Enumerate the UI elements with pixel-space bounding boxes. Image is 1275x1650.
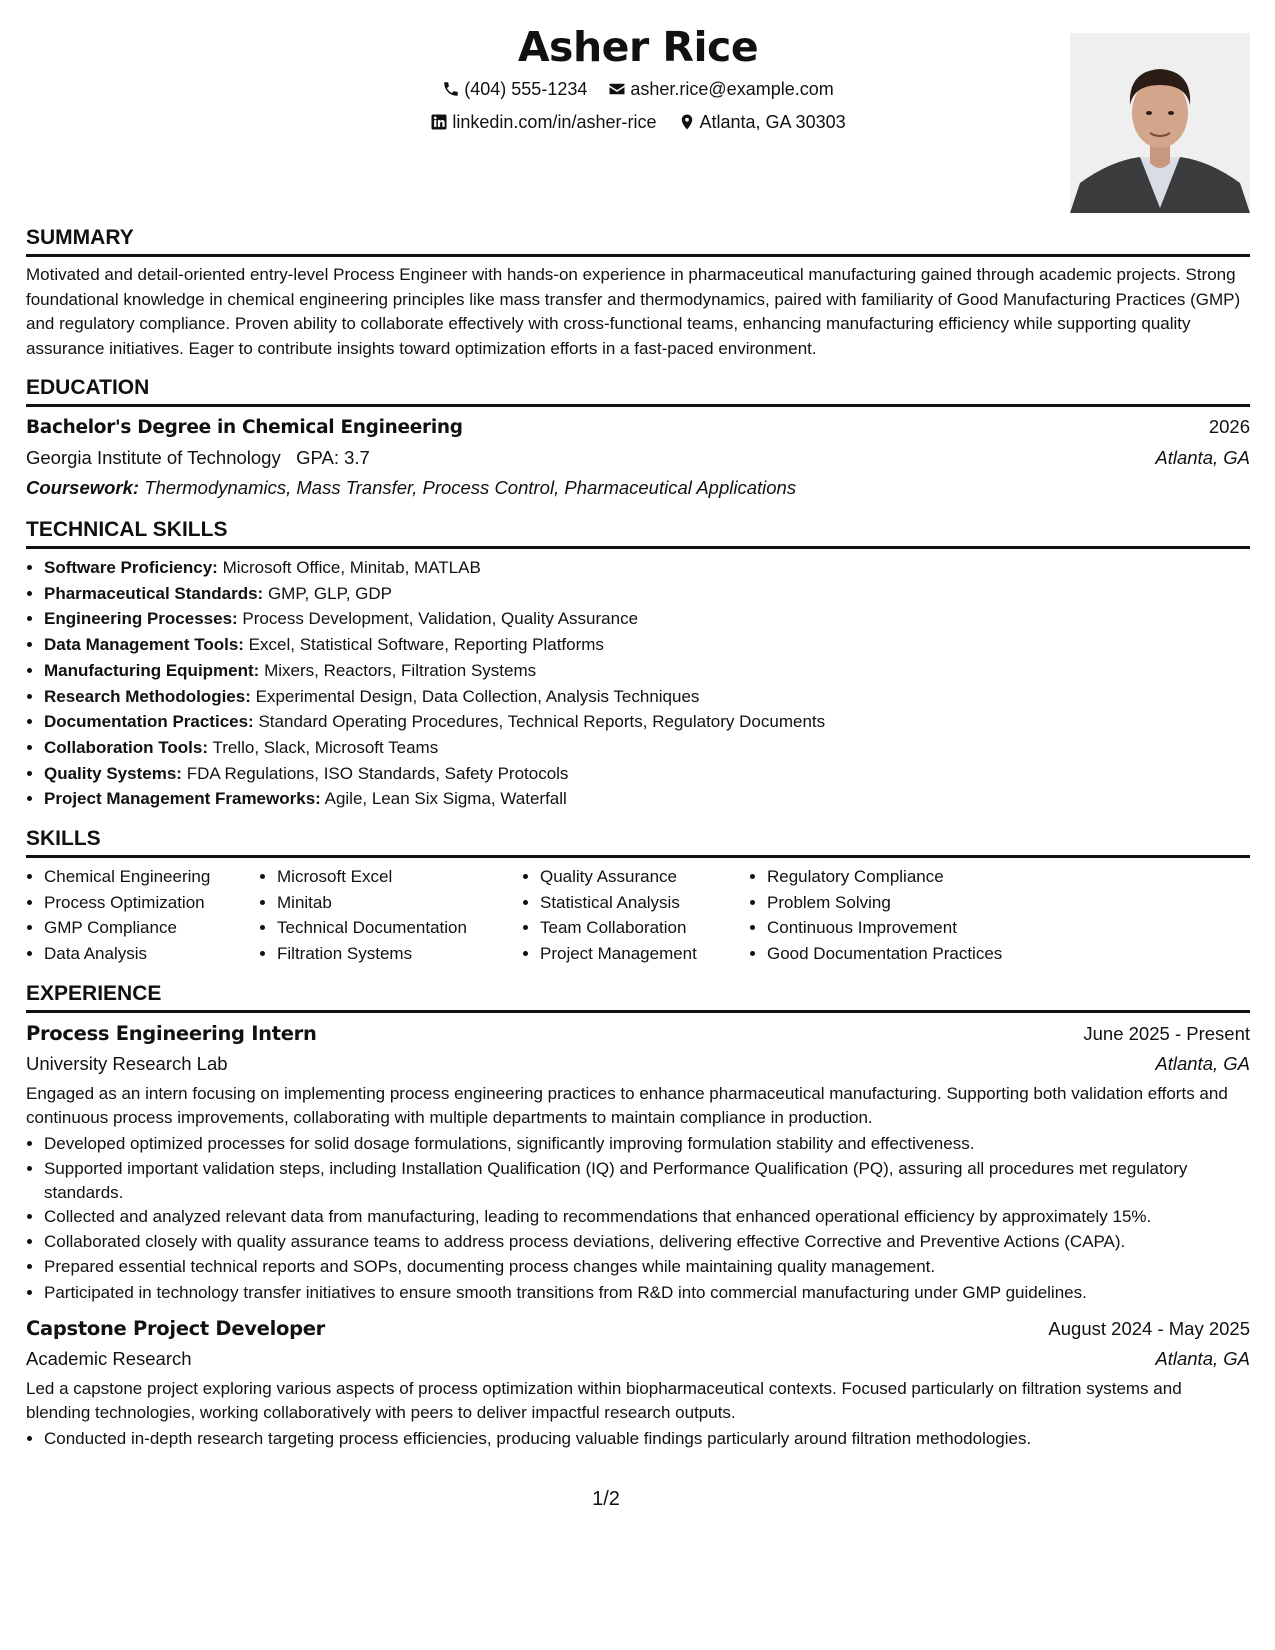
school-row [26,443,1250,473]
skills-column [522,864,749,967]
degree-name: Bachelor's Degree in Chemical Engineering [26,417,463,438]
list-item [44,632,1250,658]
experience-section [26,982,1250,1452]
list-item: • Process Optimization [44,890,259,916]
job-title-row [26,1019,1250,1049]
degree-row [26,413,1250,443]
list-item [44,555,1250,581]
summary-text: Motivated and detail-oriented entry-level Process Engineer with hands-on experience in pharmaceutical manufacturing gained through academic projects. Strong foundational knowledge in chemical engineering principles like mass transfer and thermodynamics, paired with familiarity of Good Manufacturing Practices (GMP) and regulatory compliance. Proven ability to collaborate effectively with cross-functional teams, enhancing manufacturing efficiency while supporting quality assurance initiatives. Eager to contribute insights toward optimization efforts in a fast-paced environment. [26,265,1241,358]
skill-category-label: Collaboration Tools: [44,737,209,757]
list-item [44,761,1250,787]
education-heading: EDUCATION [26,376,1250,407]
skills-column [259,864,522,967]
list-item: • Filtration Systems [277,941,522,967]
skill-category-value: FDA Regulations, ISO Standards, Safety Protocols [186,763,569,783]
coursework-list: Thermodynamics, Mass Transfer, Process Control, Pharmaceutical Applications [144,477,797,498]
list-item: • Minitab [277,890,522,916]
contact-line-2 [26,107,1250,140]
job-entry [26,1019,1250,1306]
job-description: Engaged as an intern focusing on implementing process engineering practices to enhance pharmaceutical manufacturing. Supporting both validation efforts and continuous process improvements, collaborating with multiple departments to maintain compliance in production. [26,1083,1228,1128]
list-item: • Project Management [540,941,749,967]
contact-line-1 [26,74,1250,107]
linkedin-text: linkedin.com/in/asher-rice [452,112,657,132]
resume-header [26,20,1250,220]
list-item [44,709,1250,735]
list-item: • Prepared essential technical reports and SOPs, documenting process changes while maintaining quality management. [44,1254,1250,1280]
list-item: • Microsoft Excel [277,864,522,890]
location-contact [678,107,846,137]
job-org: University Research Lab [26,1052,228,1074]
list-item: • Good Documentation Practices [767,941,1067,967]
skill-category-label: Data Management Tools: [44,635,244,655]
skill-category-value: Agile, Lean Six Sigma, Waterfall [324,789,567,809]
skill-category-value: GMP, GLP, GDP [267,583,393,603]
list-item [44,786,1250,812]
job-org-row [26,1344,1250,1374]
list-item: • Continuous Improvement [767,915,1067,941]
graduation-year: 2026 [1208,416,1250,437]
skill-category-label: Research Methodologies: [44,686,251,706]
job-bullets [26,1131,1250,1306]
job-description: Led a capstone project exploring various aspects of process optimization within biopharmaceutical contexts. Focused particularly on filtration systems and blending technologies, working collaboratively with peers to deliver impactful research outputs. [26,1378,1182,1423]
gpa: GPA: 3.7 [296,447,370,468]
skill-category-label: Quality Systems: [44,763,182,783]
list-item: • Supported important validation steps, including Installation Qualification (IQ) and Performance Qualification (PQ), assuring all procedures met regulatory standards. [44,1157,1250,1205]
email-contact[interactable] [608,74,833,104]
page-number: 1/2 [592,1488,620,1510]
linkedin-icon [430,113,448,131]
skill-category-value: Trello, Slack, Microsoft Teams [212,737,439,757]
linkedin-contact[interactable] [430,107,656,137]
skills-heading: SKILLS [26,827,1250,858]
skill-category-label: Documentation Practices: [44,712,254,732]
list-item: • Collected and analyzed relevant data from manufacturing, leading to recommendations that enhanced operational efficiency by approximately 15%. [44,1205,1250,1229]
skill-category-value: Process Development, Validation, Quality Assurance [242,609,639,629]
summary-heading: SUMMARY [26,226,1250,257]
list-item [44,658,1250,684]
envelope-icon [608,80,626,98]
list-item: • Problem Solving [767,890,1067,916]
list-item: • Conducted in-depth research targeting process efficiencies, producing valuable findings particularly around filtration methodologies. [44,1426,1250,1452]
job-bullets [26,1426,1250,1452]
list-item [44,606,1250,632]
skills-section [26,827,1250,967]
education-section [26,376,1250,503]
experience-heading: EXPERIENCE [26,982,1250,1013]
phone-contact[interactable] [442,74,587,104]
technical-skills-list [26,555,1250,812]
technical-skills-section [26,518,1250,812]
list-item: • Technical Documentation [277,915,522,941]
resume-page [26,20,1250,1451]
skill-category-label: Project Management Frameworks: [44,789,321,809]
job-location: Atlanta, GA [1155,1052,1250,1074]
list-item: • Regulatory Compliance [767,864,1067,890]
skill-category-value: Excel, Statistical Software, Reporting Platforms [248,635,604,655]
job-org: Academic Research [26,1347,192,1369]
job-dates: August 2024 - May 2025 [1048,1317,1250,1339]
skill-category-label: Manufacturing Equipment: [44,660,260,680]
skill-category-value: Standard Operating Procedures, Technical Reports, Regulatory Documents [258,712,826,732]
job-title: Capstone Project Developer [26,1316,325,1340]
coursework-label: Coursework: [26,477,140,498]
skill-category-value: Mixers, Reactors, Filtration Systems [264,660,537,680]
list-item [44,581,1250,607]
coursework-line [26,473,1250,503]
list-item [44,684,1250,710]
list-item: • Developed optimized processes for solid dosage formulations, significantly improving formulation stability and effectiveness. [44,1131,1250,1157]
skill-category-label: Software Proficiency: [44,558,218,577]
skills-column [749,864,1067,967]
phone-text: (404) 555-1234 [464,79,588,99]
list-item: • Data Analysis [44,941,259,967]
skill-category-label: Pharmaceutical Standards: [44,583,264,603]
school-location: Atlanta, GA [1155,447,1250,468]
email-text: asher.rice@example.com [630,79,834,99]
job-org-row [26,1049,1250,1079]
list-item: • Collaborated closely with quality assurance teams to address process deviations, delivering effective Corrective and Preventive Actions (CAPA). [44,1229,1250,1255]
school-info [26,443,370,473]
location-text: Atlanta, GA 30303 [699,112,846,132]
school-name: Georgia Institute of Technology [26,447,281,468]
map-pin-icon [678,113,696,131]
candidate-name: Asher Rice [517,23,759,71]
profile-photo [1070,33,1250,213]
job-dates: June 2025 - Present [1083,1022,1250,1044]
list-item: • Chemical Engineering [44,864,259,890]
skill-category-value: Microsoft Office, Minitab, MATLAB [222,558,481,577]
list-item [44,735,1250,761]
job-entry [26,1314,1250,1452]
job-title: Process Engineering Intern [26,1021,317,1045]
skills-column [26,864,259,967]
job-title-row [26,1314,1250,1344]
skills-grid [26,864,1250,967]
skill-category-value: Experimental Design, Data Collection, Analysis Techniques [255,686,700,706]
list-item: • GMP Compliance [44,915,259,941]
job-location: Atlanta, GA [1155,1347,1250,1369]
phone-icon [442,80,460,98]
skill-category-label: Engineering Processes: [44,609,238,629]
list-item: • Quality Assurance [540,864,749,890]
list-item: • Participated in technology transfer initiatives to ensure smooth transitions from R&D into commercial manufacturing under GMP guidelines. [44,1280,1250,1306]
list-item: • Team Collaboration [540,915,749,941]
technical-skills-heading: TECHNICAL SKILLS [26,518,1250,549]
summary-section [26,226,1250,361]
list-item: • Statistical Analysis [540,890,749,916]
